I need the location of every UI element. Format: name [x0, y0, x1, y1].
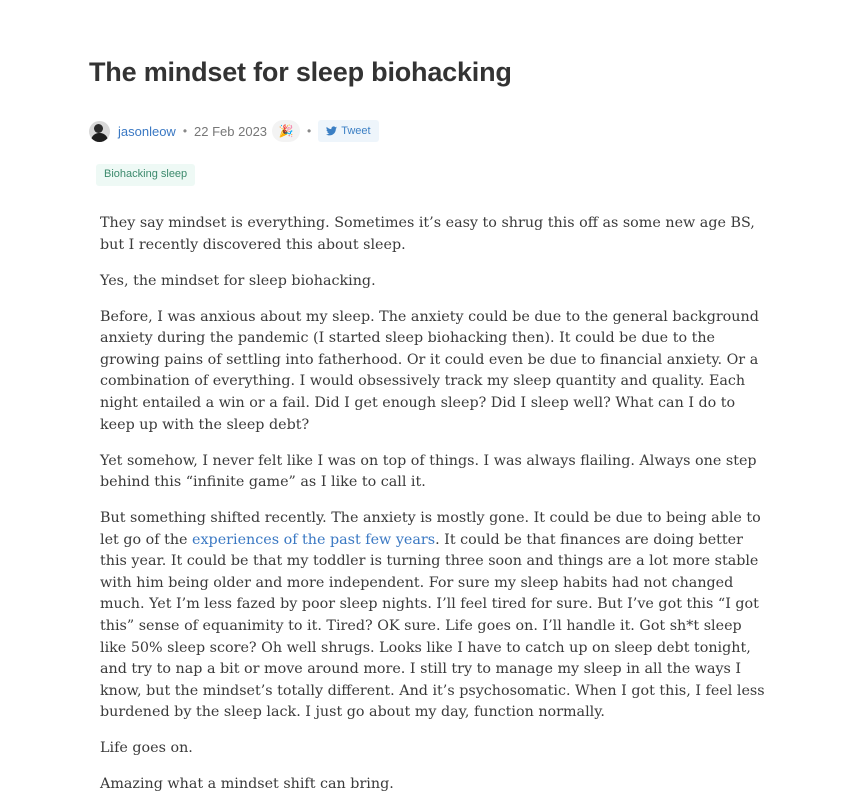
paragraph: Yes, the mindset for sleep biohacking. — [100, 272, 376, 289]
party-popper-icon[interactable]: 🎉 — [272, 120, 300, 142]
author-avatar[interactable] — [89, 121, 110, 142]
tweet-button[interactable] — [318, 120, 378, 142]
paragraph: Amazing what a mindset shift can bring. — [100, 776, 394, 793]
post-body — [100, 213, 772, 810]
author-link[interactable]: jasonleow — [118, 123, 176, 139]
meta-separator: • — [182, 124, 188, 138]
paragraph — [100, 508, 772, 724]
post-meta — [89, 119, 379, 143]
paragraph: Yet somehow, I never felt like I was on top of things. I was always flailing. Always one step behind this “infinite game” as I like to call it. — [100, 452, 757, 491]
experiences-link[interactable]: experiences of the past few years — [192, 531, 436, 548]
paragraph-text: But something shifted recently. The anxiety is mostly gone. It could be due to being able to let go of the — [100, 510, 761, 548]
paragraph: Before, I was anxious about my sleep. The anxiety could be due to the general background anxiety during the pandemic (I started sleep biohacking then). It could be due to the growing pains of settling into fatherhood. Or it could even be due to financial anxiety. Or a combination of everything. I would obsessively track my sleep quantity and quality. Each night entailed a win or a fail. Did I get enough sleep? Did I sleep well? What can I do to keep up with the sleep debt? — [100, 308, 759, 433]
meta-separator: • — [307, 124, 312, 138]
twitter-bird-icon — [326, 126, 337, 136]
tag-list — [96, 164, 195, 186]
post-title: The mindset for sleep biohacking — [89, 57, 512, 87]
paragraph: They say mindset is everything. Sometimes it’s easy to shrug this off as some new age BS, but I recently discovered this about sleep. — [100, 215, 755, 253]
paragraph-text: . It could be that finances are doing better this year. It could be that my toddler is turning three soon and things are a lot more stable with him being older and more independent. For sure my sleep habits had not changed much. Yet I’m less fazed by poor sleep nights. I’ll feel tired for sure. But I’ve got this “I got this” sense of equanimity to it. Tired? OK sure. Life goes on. I’ll handle it. Got sh*t sleep like 50% sleep score? Oh well shrugs. Looks like I have to catch up on sleep debt tonight, and try to nap a bit or move around more. I still try to manage my sleep in all the ways I know, but the mindset’s totally different. And it’s psychosomatic. When I got this, I feel less burdened by the sleep lack. I just go about my day, function normally. — [100, 531, 765, 721]
tweet-label: Tweet — [341, 125, 371, 137]
post-date: 22 Feb 2023 — [194, 123, 268, 139]
tag-biohacking-sleep[interactable]: Biohacking sleep — [96, 164, 195, 186]
paragraph: Life goes on. — [100, 740, 193, 757]
